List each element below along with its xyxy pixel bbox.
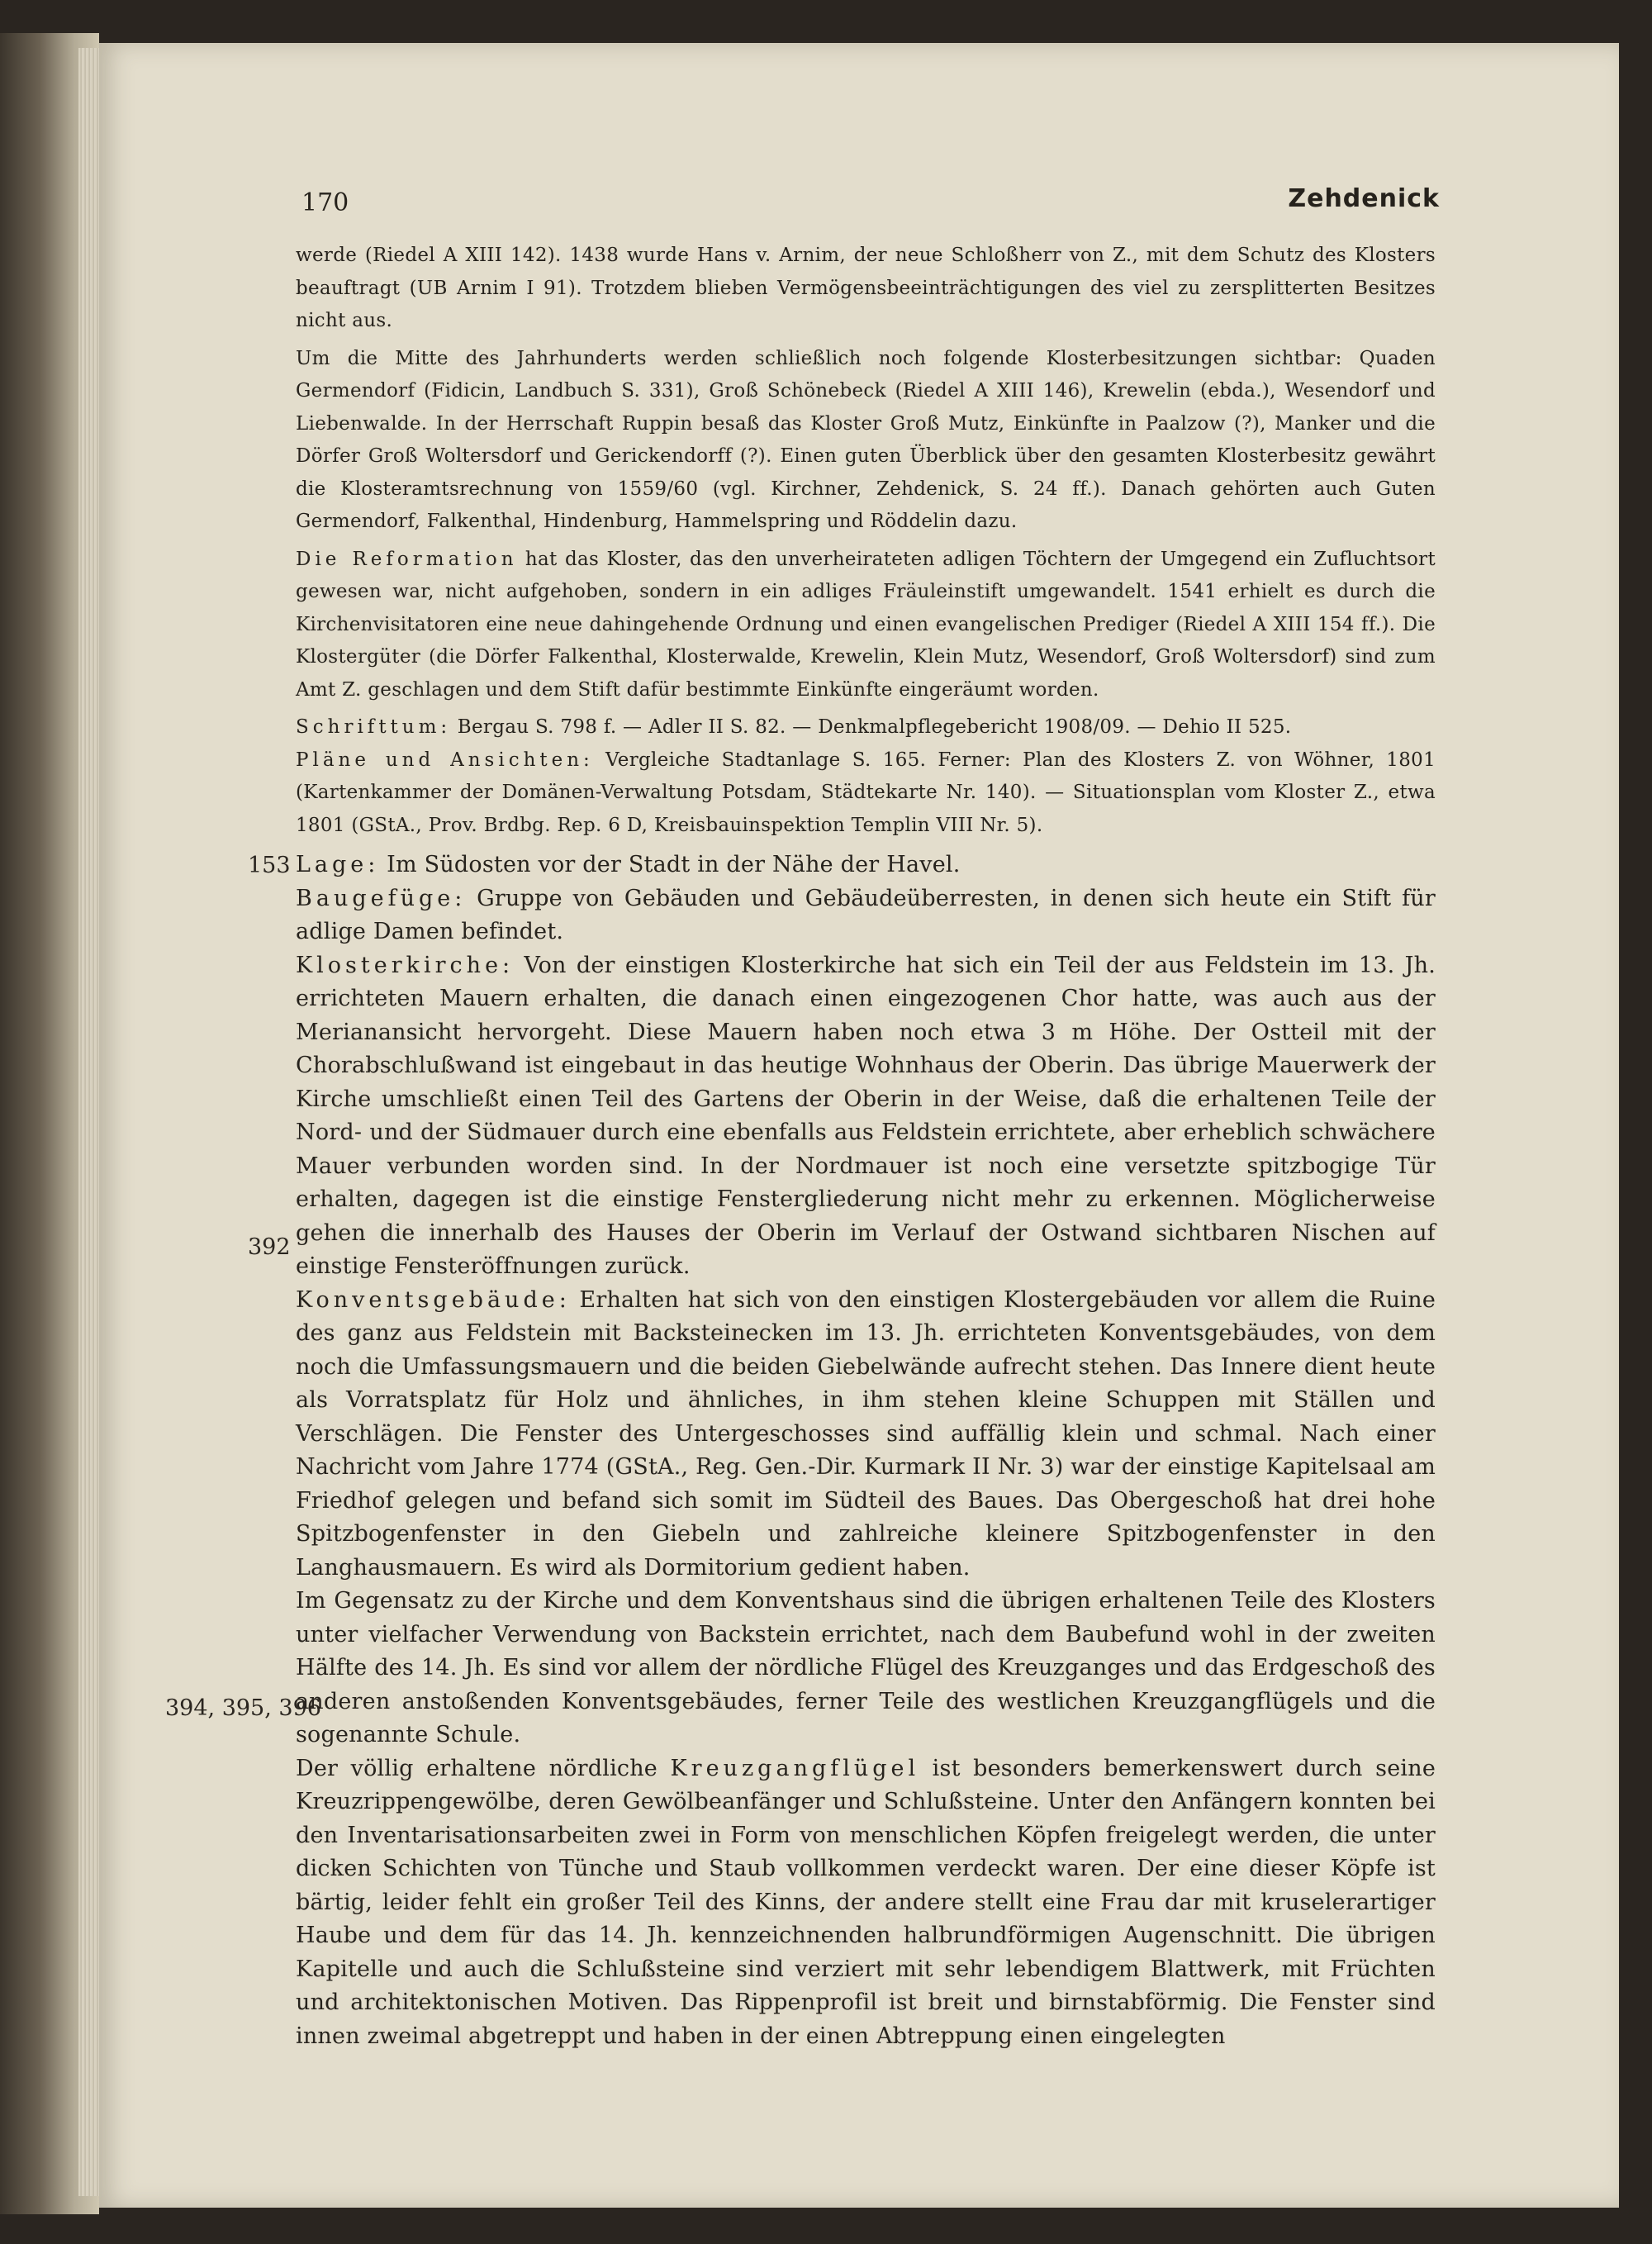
paragraph-baugefuege [296,882,1436,949]
klosterkirche-label: Klosterkirche: [296,952,515,978]
kreuzgang-pre: Der völlig erhaltene nördliche [296,1755,671,1781]
paragraph-reformation [296,544,1436,707]
plaene-label: Pläne und Ansichten: [296,749,594,771]
margin-note-figure-153: 153 [248,853,291,878]
baugefuege-label: Baugefüge: [296,885,467,911]
schrifttum-text: Bergau S. 798 f. — Adler II S. 82. — Denkmalpflegebericht 1908/09. — Dehio II 525. [451,716,1292,738]
konventsgebaeude-text: Erhalten hat sich von den einstigen Klostergebäuden vor allem die Ruine des ganz aus Feldstein mit Backsteinecken im 13. Jh. errichteten Konventsgebäudes, von dem noch die Umfassungsmauern und die beiden Giebelwände aufrecht stehen. Das Innere dient heute als Vorratsplatz für Holz und ähnliches, in ihm stehen kleine Schuppen mit Ställen und Verschlägen. Die Fenster des Untergeschosses sind auffällig klein und schmal. Nach einer Nachricht vom Jahre 1774 (GStA., Reg. Gen.-Dir. Kurmark II Nr. 3) war der einstige Kapitelsaal am Friedhof gelegen und befand sich somit im Südteil des Baues. Das Obergeschoß hat drei hohe Spitzbogenfenster in den Giebeln und zahlreiche kleinere Spitzbogenfenster in den Langhausmauern. Es wird als Dormitorium gedient haben. [296,1286,1436,1581]
paragraph-klosterkirche [296,949,1436,1284]
paragraph-kreuzgang [296,1752,1436,2054]
paragraph-plaene [296,744,1436,843]
paragraph-konventsgebaeude [296,1284,1436,1586]
page-body [296,240,1436,2053]
margin-note-figure-392: 392 [248,1234,291,1260]
page-number: 170 [301,188,349,217]
running-head: Zehdenick [1288,184,1440,213]
paragraph-schrifttum [296,711,1436,744]
paragraph-lage [296,849,1436,882]
schrifttum-label: Schrifttum: [296,716,452,738]
baugefuege-text: Gruppe von Gebäuden und Gebäudeüberresten, in denen sich heute ein Stift für adlige Damen befindet. [296,885,1436,944]
reformation-label: Die Reformation [296,548,518,570]
paragraph-klosterbesitz: Um die Mitte des Jahrhunderts werden schließlich noch folgende Klosterbesitzungen sichtbar: Quaden Germendorf (Fidicin, Landbuch S. 331), Groß Schönebeck (Riedel A XIII 146), Krewelin (ebda.), Wesendorf und Liebenwalde. In der Herrschaft Ruppin besaß das Kloster Groß Mutz, Einkünfte in Paalzow (?), Manker und die Dörfer Groß Woltersdorf und Gerickendorff (?). Einen guten Überblick über den gesamten Klosterbesitz gewährt die Klosteramtsrechnung von 1559/60 (vgl. Kirchner, Zehdenick, S. 24 ff.). Danach gehörten auch Guten Germendorf, Falkenthal, Hindenburg, Hammelspring und Röddelin dazu. [296,347,1436,532]
kreuzgang-label: Kreuzgangflügel [670,1755,920,1781]
konventsgebaeude-label: Konventsgebäude: [296,1286,571,1313]
reformation-text: hat das Kloster, das den unverheirateten adligen Töchtern der Umgegend ein Zufluchtsort gewesen war, nicht aufgehoben, sondern in ein adliges Fräuleinstift umgewandelt. 1541 erhielt es durch die Kirchenvisitatoren eine neue dahingehende Ordnung und einen evangelischen Prediger (Riedel A XIII 154 ff.). Die Klostergüter (die Dörfer Falkenthal, Klosterwalde, Krewelin, Klein Mutz, Wesendorf, Groß Woltersdorf) sind zum Amt Z. geschlagen und dem Stift dafür bestimmte Einkünfte eingeräumt worden. [296,548,1436,701]
paragraph-intro: werde (Riedel A XIII 142). 1438 wurde Hans v. Arnim, der neue Schloßherr von Z., mit dem Schutz des Klosters beauftragt (UB Arnim I 91). Trotzdem blieben Vermögensbeeinträchtigungen des viel zu zersplitterten Besitzes nicht aus. [296,245,1436,331]
lage-label: Lage: [296,852,380,877]
paragraph-gegensatz: Im Gegensatz zu der Kirche und dem Konventshaus sind die übrigen erhaltenen Teile des Klosters unter vielfacher Verwendung von Backstein errichtet, nach dem Baubefund wohl in der zweiten Hälfte des 14. Jh. Es sind vor allem der nördliche Flügel des Kreuzganges und das Erdgeschoß des anderen anstoßenden Konventsgebäudes, ferner Teile des westlichen Kreuzgangflügels und die sogenannte Schule. [296,1588,1436,1747]
plaene-text: Vergleiche Stadtanlage S. 165. Ferner: Plan des Klosters Z. von Wöhner, 1801 (Kartenkammer der Domänen-Verwaltung Potsdam, Städtekarte Nr. 140). — Situationsplan vom Kloster Z., etwa 1801 (GStA., Prov. Brdbg. Rep. 6 D, Kreisbauinspektion Templin VIII Nr. 5). [296,749,1436,836]
klosterkirche-text: Von der einstigen Klosterkirche hat sich ein Teil der aus Feldstein im 13. Jh. errichteten Mauern erhalten, die danach einen eingezogenen Chor hatte, was auch aus der Merianansicht hervorgeht. Diese Mauern haben noch etwa 3 m Höhe. Der Ostteil mit der Chorabschlußwand ist eingebaut in das heutige Wohnhaus der Oberin. Das übrige Mauerwerk der Kirche umschließt einen Teil des Gartens der Oberin in der Weise, daß die erhaltenen Teile der Nord- und der Südmauer durch eine ebenfalls aus Feldstein errichtete, aber erheblich schwächere Mauer verbunden worden sind. In der Nordmauer ist noch eine versetzte spitzbogige Tür erhalten, dagegen ist die einstige Fenstergliederung nicht mehr zu erkennen. Möglicherweise gehen die innerhalb des Hauses der Oberin im Verlauf der Ostwand sichtbaren Nischen auf einstige Fensteröffnungen zurück. [296,952,1436,1279]
kreuzgang-text: ist besonders bemerkenswert durch seine Kreuzrippengewölbe, deren Gewölbeanfänger und Schlußsteine. Unter den Anfängern konnten bei den Inventarisationsarbeiten zwei in Form von menschlichen Köpfen freigelegt werden, die unter dicken Schichten von Tünche und Staub vollkommen verdeckt waren. Der eine dieser Köpfe ist bärtig, leider fehlt ein großer Teil des Kinns, der andere stellt eine Frau dar mit kruselerartiger Haube und dem für das 14. Jh. kennzeichnenden halbrundförmigen Augenschnitt. Die übrigen Kapitelle und auch die Schlußsteine sind verziert mit sehr lebendigem Blattwerk, mit Früchten und architektonischen Motiven. Das Rippenprofil ist breit und birnstabförmig. Die Fenster sind innen zweimal abgetreppt und haben in der einen Abtreppung einen eingelegten [296,1755,1436,2049]
margin-note-figures-394-396: 394, 395, 396 [165,1695,321,1721]
lage-text: Im Südosten vor der Stadt in der Nähe der Havel. [379,852,961,877]
